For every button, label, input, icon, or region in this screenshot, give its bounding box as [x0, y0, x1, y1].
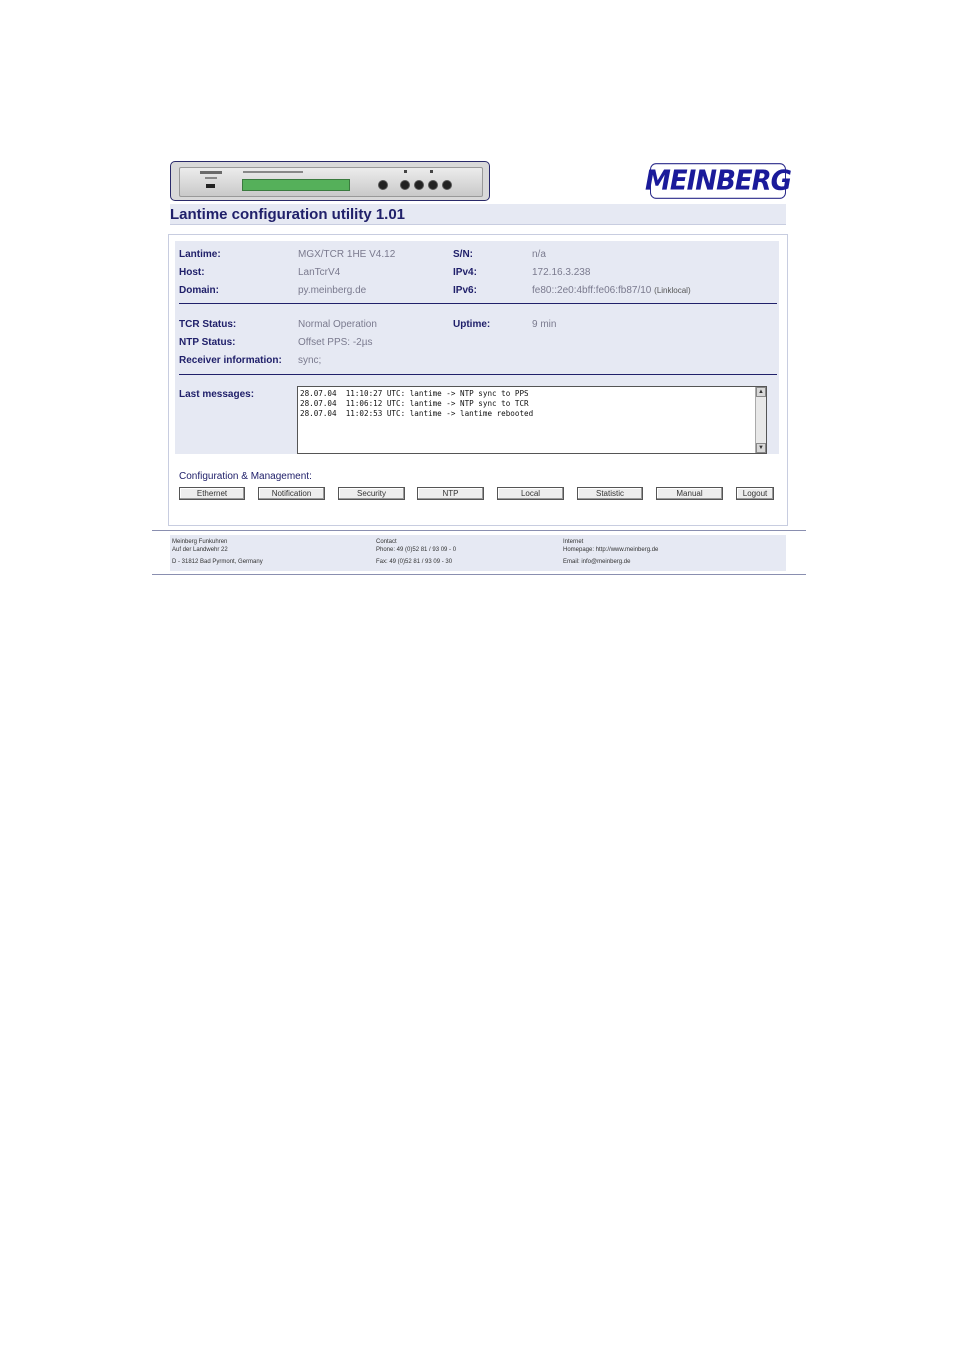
message-lines: [300, 389, 533, 419]
footer-bottom-divider: [152, 574, 806, 575]
last-messages-label: Last messages:: [179, 389, 255, 400]
statistic-button[interactable]: Statistic: [577, 487, 643, 500]
domain-label: Domain:: [179, 285, 219, 296]
domain-value: py.meinberg.de: [298, 285, 367, 296]
footer-divider: [152, 530, 806, 531]
sn-label: S/N:: [453, 249, 473, 260]
configuration-management-label: Configuration & Management:: [179, 471, 312, 482]
footer-internet-heading: Internet: [563, 539, 584, 545]
separator: [179, 303, 777, 304]
footer-contact-fax: Fax: 49 (0)52 81 / 93 09 - 30: [376, 559, 453, 565]
lantime-value: MGX/TCR 1HE V4.12: [298, 249, 396, 260]
footer-company-street: Auf der Landwehr 22: [172, 547, 228, 553]
local-button[interactable]: Local: [497, 487, 564, 500]
ipv6-suffix: (Linklocal): [654, 286, 691, 295]
lantime-web-page: [150, 152, 806, 576]
messages-scrollbar[interactable]: [755, 387, 766, 453]
notification-button[interactable]: Notification: [258, 487, 325, 500]
host-value: LanTcrV4: [298, 267, 341, 278]
device-button-icon: [428, 180, 438, 190]
title-bar: [170, 204, 786, 225]
logout-button[interactable]: Logout: [736, 487, 774, 500]
ntp-status-label: NTP Status:: [179, 337, 236, 348]
uptime-label: Uptime:: [453, 319, 491, 330]
device-button-icon: [414, 180, 424, 190]
footer-homepage-link[interactable]: Homepage: http://www.meinberg.de: [563, 547, 659, 553]
scroll-down-icon[interactable]: ▼: [756, 443, 766, 453]
footer-company-name: Meinberg Funkuhren: [172, 539, 228, 545]
ipv4-value: 172.16.3.238: [532, 267, 591, 278]
ntp-status-value: Offset PPS: -2µs: [298, 337, 373, 348]
message-line: 28.07.04 11:06:12 UTC: lantime -> NTP sync to TCR: [300, 399, 529, 408]
receiver-info-value: sync;: [298, 355, 322, 366]
tcr-status-label: TCR Status:: [179, 319, 237, 330]
host-label: Host:: [179, 267, 205, 278]
device-brand-mark: [200, 171, 222, 174]
security-button[interactable]: Security: [338, 487, 405, 500]
lantime-label: Lantime:: [179, 249, 221, 260]
message-line: 28.07.04 11:02:53 UTC: lantime -> lantime rebooted: [300, 409, 534, 418]
receiver-info-label: Receiver information:: [179, 355, 282, 366]
separator: [179, 374, 777, 375]
footer: [170, 535, 786, 571]
footer-email-link[interactable]: Email: info@meinberg.de: [563, 559, 631, 565]
ipv4-label: IPv4:: [453, 267, 477, 278]
tcr-status-value: Normal Operation: [298, 319, 377, 330]
ipv6-value: fe80::2e0:4bff:fe06:fb87/10 (Linklocal): [532, 285, 691, 296]
device-lcd-display: [242, 179, 350, 191]
message-line: 28.07.04 11:10:27 UTC: lantime -> NTP sync to PPS: [300, 389, 529, 398]
device-button-icon: [378, 180, 388, 190]
sn-value: n/a: [532, 249, 546, 260]
device-usb-port: [206, 184, 215, 188]
ipv6-label: IPv6:: [453, 285, 477, 296]
footer-contact-heading: Contact: [376, 539, 397, 545]
ntp-button[interactable]: NTP: [417, 487, 484, 500]
footer-company-city: D - 31812 Bad Pyrmont, Germany: [172, 559, 263, 565]
device-button-icon: [400, 180, 410, 190]
footer-contact-phone: Phone: 49 (0)52 81 / 93 09 - 0: [376, 547, 457, 553]
last-messages-textarea[interactable]: [297, 386, 767, 454]
manual-button[interactable]: Manual: [656, 487, 723, 500]
main-panel: [168, 234, 788, 526]
device-front-panel-image: [170, 161, 490, 201]
page-title: Lantime configuration utility 1.01: [170, 206, 406, 223]
uptime-value: 9 min: [532, 319, 557, 330]
device-button-icon: [442, 180, 452, 190]
scroll-up-icon[interactable]: ▲: [756, 387, 766, 397]
status-info-area: [175, 241, 779, 454]
ethernet-button[interactable]: Ethernet: [179, 487, 245, 500]
meinberg-logo: MEINBERG: [650, 163, 786, 199]
